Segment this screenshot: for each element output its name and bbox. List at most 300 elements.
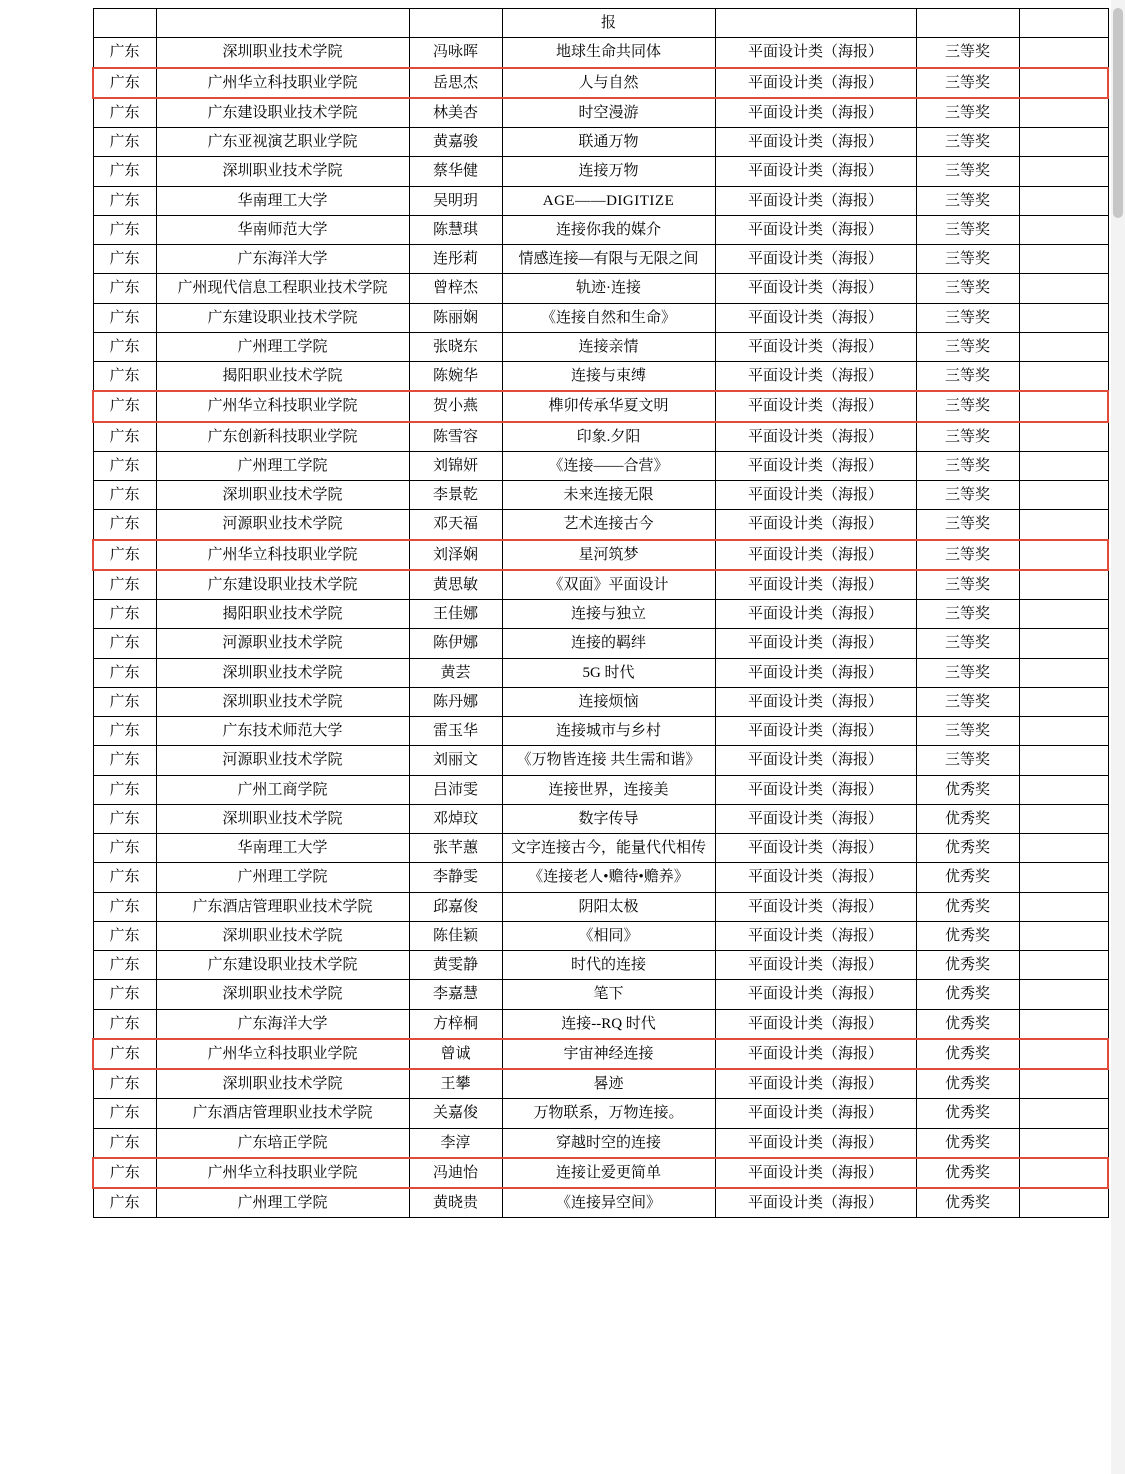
cell-note bbox=[1019, 332, 1108, 361]
cell-category: 平面设计类（海报） bbox=[715, 510, 916, 540]
cell-category: 平面设计类（海报） bbox=[715, 834, 916, 863]
cell-author: 吴明玥 bbox=[409, 186, 502, 215]
cell-province: 广东 bbox=[93, 687, 156, 716]
cell-note bbox=[1019, 980, 1108, 1009]
cell-province: 广东 bbox=[93, 451, 156, 480]
cell-category: 平面设计类（海报） bbox=[715, 717, 916, 746]
cell-award bbox=[916, 9, 1019, 38]
cell-province: 广东 bbox=[93, 245, 156, 274]
table-row bbox=[93, 1158, 1108, 1188]
cell-award: 三等奖 bbox=[916, 510, 1019, 540]
table-row bbox=[93, 451, 1108, 480]
cell-work: 地球生命共同体 bbox=[502, 38, 715, 68]
cell-award: 三等奖 bbox=[916, 186, 1019, 215]
cell-province: 广东 bbox=[93, 746, 156, 775]
cell-category: 平面设计类（海报） bbox=[715, 1069, 916, 1099]
cell-province: 广东 bbox=[93, 629, 156, 658]
cell-work: 《连接——合营》 bbox=[502, 451, 715, 480]
cell-work: 《连接自然和生命》 bbox=[502, 303, 715, 332]
table-row bbox=[93, 1009, 1108, 1039]
cell-author: 王攀 bbox=[409, 1069, 502, 1099]
cell-work: 文字连接古今，能量代代相传 bbox=[502, 834, 715, 863]
table-row bbox=[93, 1039, 1108, 1069]
cell-province: 广东 bbox=[93, 303, 156, 332]
cell-work: 《万物皆连接 共生需和谐》 bbox=[502, 746, 715, 775]
cell-award: 优秀奖 bbox=[916, 863, 1019, 892]
cell-author: 黄晓贵 bbox=[409, 1188, 502, 1218]
cell-province: 广东 bbox=[93, 980, 156, 1009]
cell-author: 李淳 bbox=[409, 1128, 502, 1158]
cell-work: 《连接异空间》 bbox=[502, 1188, 715, 1218]
cell-award: 优秀奖 bbox=[916, 1069, 1019, 1099]
cell-school: 广州现代信息工程职业技术学院 bbox=[156, 274, 409, 303]
table-row bbox=[93, 1128, 1108, 1158]
cell-category: 平面设计类（海报） bbox=[715, 570, 916, 600]
cell-author: 刘锦妍 bbox=[409, 451, 502, 480]
cell-author: 陈丽娴 bbox=[409, 303, 502, 332]
cell-author: 刘泽娴 bbox=[409, 540, 502, 570]
cell-note bbox=[1019, 775, 1108, 804]
cell-province: 广东 bbox=[93, 391, 156, 421]
cell-note bbox=[1019, 1009, 1108, 1039]
table-row bbox=[93, 717, 1108, 746]
table-row bbox=[93, 980, 1108, 1009]
cell-category: 平面设计类（海报） bbox=[715, 245, 916, 274]
table-row bbox=[93, 68, 1108, 98]
cell-note bbox=[1019, 245, 1108, 274]
cell-work: 连接与束缚 bbox=[502, 362, 715, 392]
cell-category: 平面设计类（海报） bbox=[715, 128, 916, 157]
cell-award: 优秀奖 bbox=[916, 804, 1019, 833]
cell-author: 陈慧琪 bbox=[409, 215, 502, 244]
table-row bbox=[93, 215, 1108, 244]
cell-school: 深圳职业技术学院 bbox=[156, 658, 409, 687]
cell-work: 连接世界，连接美 bbox=[502, 775, 715, 804]
cell-province: 广东 bbox=[93, 717, 156, 746]
table-row bbox=[93, 658, 1108, 687]
cell-work: 艺术连接古今 bbox=[502, 510, 715, 540]
cell-author: 黄芸 bbox=[409, 658, 502, 687]
cell-award: 三等奖 bbox=[916, 391, 1019, 421]
cell-award: 优秀奖 bbox=[916, 1188, 1019, 1218]
cell-province: 广东 bbox=[93, 1128, 156, 1158]
cell-category: 平面设计类（海报） bbox=[715, 1039, 916, 1069]
cell-author: 岳思杰 bbox=[409, 68, 502, 98]
table-row bbox=[93, 746, 1108, 775]
cell-province: 广东 bbox=[93, 892, 156, 921]
cell-school: 广州工商学院 bbox=[156, 775, 409, 804]
cell-award: 优秀奖 bbox=[916, 834, 1019, 863]
cell-category: 平面设计类（海报） bbox=[715, 391, 916, 421]
cell-author: 陈婉华 bbox=[409, 362, 502, 392]
cell-work: 人与自然 bbox=[502, 68, 715, 98]
cell-award: 三等奖 bbox=[916, 68, 1019, 98]
cell-note bbox=[1019, 422, 1108, 452]
cell-note bbox=[1019, 215, 1108, 244]
cell-province: 广东 bbox=[93, 38, 156, 68]
cell-work: 联通万物 bbox=[502, 128, 715, 157]
cell-award: 三等奖 bbox=[916, 422, 1019, 452]
cell-work: 万物联系，万物连接。 bbox=[502, 1099, 715, 1128]
table-row bbox=[93, 274, 1108, 303]
cell-author: 冯迪怡 bbox=[409, 1158, 502, 1188]
award-list-document bbox=[92, 8, 1072, 1218]
cell-note bbox=[1019, 1099, 1108, 1128]
cell-category: 平面设计类（海报） bbox=[715, 215, 916, 244]
cell-work: 榫卯传承华夏文明 bbox=[502, 391, 715, 421]
cell-province: 广东 bbox=[93, 362, 156, 392]
cell-province: 广东 bbox=[93, 863, 156, 892]
cell-school: 深圳职业技术学院 bbox=[156, 687, 409, 716]
cell-note bbox=[1019, 274, 1108, 303]
table-row bbox=[93, 1069, 1108, 1099]
cell-note bbox=[1019, 481, 1108, 510]
cell-work: 连接万物 bbox=[502, 157, 715, 186]
cell-work: 笔下 bbox=[502, 980, 715, 1009]
cell-category: 平面设计类（海报） bbox=[715, 980, 916, 1009]
cell-note bbox=[1019, 658, 1108, 687]
cell-category: 平面设计类（海报） bbox=[715, 481, 916, 510]
cell-author: 黄嘉骏 bbox=[409, 128, 502, 157]
cell-category: 平面设计类（海报） bbox=[715, 1128, 916, 1158]
cell-work: 阴阳太极 bbox=[502, 892, 715, 921]
cell-school: 广东海洋大学 bbox=[156, 1009, 409, 1039]
table-row bbox=[93, 391, 1108, 421]
table-row bbox=[93, 540, 1108, 570]
cell-province: 广东 bbox=[93, 157, 156, 186]
cell-school: 深圳职业技术学院 bbox=[156, 38, 409, 68]
table-row bbox=[93, 951, 1108, 980]
table-row bbox=[93, 921, 1108, 950]
cell-note bbox=[1019, 600, 1108, 629]
cell-author: 林美杏 bbox=[409, 98, 502, 128]
cell-category: 平面设计类（海报） bbox=[715, 863, 916, 892]
cell-author: 连彤莉 bbox=[409, 245, 502, 274]
cell-category: 平面设计类（海报） bbox=[715, 1099, 916, 1128]
cell-category: 平面设计类（海报） bbox=[715, 362, 916, 392]
cell-province: 广东 bbox=[93, 1158, 156, 1188]
cell-work: 连接你我的媒介 bbox=[502, 215, 715, 244]
cell-school: 华南理工大学 bbox=[156, 186, 409, 215]
cell-province: 广东 bbox=[93, 98, 156, 128]
cell-school: 深圳职业技术学院 bbox=[156, 921, 409, 950]
cell-author: 李静雯 bbox=[409, 863, 502, 892]
table-row bbox=[93, 510, 1108, 540]
cell-author bbox=[409, 9, 502, 38]
cell-note bbox=[1019, 98, 1108, 128]
cell-school bbox=[156, 9, 409, 38]
cell-note bbox=[1019, 570, 1108, 600]
cell-category: 平面设计类（海报） bbox=[715, 1188, 916, 1218]
cell-award: 三等奖 bbox=[916, 38, 1019, 68]
cell-province: 广东 bbox=[93, 540, 156, 570]
cell-award: 优秀奖 bbox=[916, 1158, 1019, 1188]
table-row bbox=[93, 892, 1108, 921]
cell-author: 邓焯玟 bbox=[409, 804, 502, 833]
cell-school: 广东酒店管理职业技术学院 bbox=[156, 892, 409, 921]
cell-award: 优秀奖 bbox=[916, 892, 1019, 921]
cell-award: 优秀奖 bbox=[916, 775, 1019, 804]
cell-province: 广东 bbox=[93, 1188, 156, 1218]
cell-category: 平面设计类（海报） bbox=[715, 1009, 916, 1039]
award-table bbox=[92, 8, 1109, 1218]
cell-author: 冯咏晖 bbox=[409, 38, 502, 68]
cell-note bbox=[1019, 1158, 1108, 1188]
cell-award: 三等奖 bbox=[916, 98, 1019, 128]
table-row bbox=[93, 128, 1108, 157]
cell-note bbox=[1019, 863, 1108, 892]
cell-school: 广东建设职业技术学院 bbox=[156, 570, 409, 600]
cell-note bbox=[1019, 834, 1108, 863]
table-row bbox=[93, 1099, 1108, 1128]
cell-province: 广东 bbox=[93, 332, 156, 361]
cell-author: 蔡华健 bbox=[409, 157, 502, 186]
table-row bbox=[93, 98, 1108, 128]
cell-note bbox=[1019, 68, 1108, 98]
table-row bbox=[93, 570, 1108, 600]
cell-note bbox=[1019, 128, 1108, 157]
cell-award: 三等奖 bbox=[916, 332, 1019, 361]
cell-school: 广州理工学院 bbox=[156, 451, 409, 480]
cell-school: 广东创新科技职业学院 bbox=[156, 422, 409, 452]
cell-award: 优秀奖 bbox=[916, 1099, 1019, 1128]
cell-category: 平面设计类（海报） bbox=[715, 921, 916, 950]
cell-note bbox=[1019, 687, 1108, 716]
cell-work: 星河筑梦 bbox=[502, 540, 715, 570]
cell-category: 平面设计类（海报） bbox=[715, 746, 916, 775]
cell-category: 平面设计类（海报） bbox=[715, 186, 916, 215]
cell-province bbox=[93, 9, 156, 38]
cell-school: 广东酒店管理职业技术学院 bbox=[156, 1099, 409, 1128]
cell-province: 广东 bbox=[93, 1039, 156, 1069]
table-row bbox=[93, 629, 1108, 658]
cell-author: 陈佳颖 bbox=[409, 921, 502, 950]
cell-school: 广州华立科技职业学院 bbox=[156, 540, 409, 570]
cell-school: 广东亚视演艺职业学院 bbox=[156, 128, 409, 157]
cell-school: 广州华立科技职业学院 bbox=[156, 1039, 409, 1069]
cell-category: 平面设计类（海报） bbox=[715, 274, 916, 303]
cell-author: 刘丽文 bbox=[409, 746, 502, 775]
cell-category: 平面设计类（海报） bbox=[715, 68, 916, 98]
table-row bbox=[93, 38, 1108, 68]
cell-work: 数字传导 bbox=[502, 804, 715, 833]
cell-province: 广东 bbox=[93, 921, 156, 950]
cell-school: 广东培正学院 bbox=[156, 1128, 409, 1158]
cell-note bbox=[1019, 951, 1108, 980]
cell-school: 华南理工大学 bbox=[156, 834, 409, 863]
cell-author: 黄雯静 bbox=[409, 951, 502, 980]
cell-province: 广东 bbox=[93, 1009, 156, 1039]
cell-note bbox=[1019, 540, 1108, 570]
cell-note bbox=[1019, 38, 1108, 68]
cell-category: 平面设计类（海报） bbox=[715, 687, 916, 716]
cell-award: 三等奖 bbox=[916, 157, 1019, 186]
cell-author: 方梓桐 bbox=[409, 1009, 502, 1039]
table-row bbox=[93, 687, 1108, 716]
cell-award: 优秀奖 bbox=[916, 921, 1019, 950]
cell-school: 广东建设职业技术学院 bbox=[156, 98, 409, 128]
cell-province: 广东 bbox=[93, 422, 156, 452]
cell-award: 三等奖 bbox=[916, 362, 1019, 392]
cell-author: 陈伊娜 bbox=[409, 629, 502, 658]
cell-province: 广东 bbox=[93, 186, 156, 215]
table-row bbox=[93, 186, 1108, 215]
cell-work: 连接让爱更简单 bbox=[502, 1158, 715, 1188]
cell-award: 优秀奖 bbox=[916, 980, 1019, 1009]
cell-school: 广东海洋大学 bbox=[156, 245, 409, 274]
table-row bbox=[93, 245, 1108, 274]
cell-note bbox=[1019, 892, 1108, 921]
cell-note bbox=[1019, 1039, 1108, 1069]
cell-work: 情感连接—有限与无限之间 bbox=[502, 245, 715, 274]
cell-province: 广东 bbox=[93, 951, 156, 980]
cell-award: 三等奖 bbox=[916, 540, 1019, 570]
cell-province: 广东 bbox=[93, 215, 156, 244]
cell-note bbox=[1019, 9, 1108, 38]
cell-award: 三等奖 bbox=[916, 215, 1019, 244]
cell-award: 优秀奖 bbox=[916, 1039, 1019, 1069]
cell-category: 平面设计类（海报） bbox=[715, 98, 916, 128]
cell-province: 广东 bbox=[93, 510, 156, 540]
cell-note bbox=[1019, 391, 1108, 421]
cell-note bbox=[1019, 629, 1108, 658]
cell-note bbox=[1019, 451, 1108, 480]
cell-school: 广州华立科技职业学院 bbox=[156, 1158, 409, 1188]
cell-category: 平面设计类（海报） bbox=[715, 658, 916, 687]
cell-work: 《双面》平面设计 bbox=[502, 570, 715, 600]
table-row bbox=[93, 157, 1108, 186]
cell-award: 三等奖 bbox=[916, 570, 1019, 600]
cell-work: 印象.夕阳 bbox=[502, 422, 715, 452]
cell-work: 连接亲情 bbox=[502, 332, 715, 361]
cell-school: 深圳职业技术学院 bbox=[156, 980, 409, 1009]
table-row bbox=[93, 834, 1108, 863]
cell-province: 广东 bbox=[93, 1069, 156, 1099]
cell-work: 连接烦恼 bbox=[502, 687, 715, 716]
table-row bbox=[93, 362, 1108, 392]
cell-award: 三等奖 bbox=[916, 687, 1019, 716]
cell-award: 优秀奖 bbox=[916, 1009, 1019, 1039]
cell-award: 三等奖 bbox=[916, 274, 1019, 303]
cell-province: 广东 bbox=[93, 570, 156, 600]
cell-author: 张晓东 bbox=[409, 332, 502, 361]
cell-author: 贺小燕 bbox=[409, 391, 502, 421]
cell-category: 平面设计类（海报） bbox=[715, 422, 916, 452]
cell-work: 轨迹·连接 bbox=[502, 274, 715, 303]
cell-province: 广东 bbox=[93, 68, 156, 98]
cell-work: AGE——DIGITIZE bbox=[502, 186, 715, 215]
cell-category: 平面设计类（海报） bbox=[715, 600, 916, 629]
cell-school: 广州理工学院 bbox=[156, 332, 409, 361]
cell-note bbox=[1019, 1188, 1108, 1218]
cell-school: 广东建设职业技术学院 bbox=[156, 303, 409, 332]
cell-note bbox=[1019, 186, 1108, 215]
cell-note bbox=[1019, 157, 1108, 186]
cell-author: 雷玉华 bbox=[409, 717, 502, 746]
cell-note bbox=[1019, 1069, 1108, 1099]
cell-author: 邱嘉俊 bbox=[409, 892, 502, 921]
table-row bbox=[93, 332, 1108, 361]
cell-award: 三等奖 bbox=[916, 600, 1019, 629]
cell-school: 深圳职业技术学院 bbox=[156, 481, 409, 510]
cell-award: 三等奖 bbox=[916, 245, 1019, 274]
cell-author: 曾梓杰 bbox=[409, 274, 502, 303]
cell-author: 陈雪容 bbox=[409, 422, 502, 452]
table-row bbox=[93, 422, 1108, 452]
vertical-scrollbar-track[interactable] bbox=[1111, 0, 1125, 1474]
cell-category: 平面设计类（海报） bbox=[715, 629, 916, 658]
cell-award: 三等奖 bbox=[916, 629, 1019, 658]
cell-province: 广东 bbox=[93, 1099, 156, 1128]
cell-school: 广州理工学院 bbox=[156, 1188, 409, 1218]
cell-province: 广东 bbox=[93, 804, 156, 833]
cell-note bbox=[1019, 362, 1108, 392]
cell-work: 报 bbox=[502, 9, 715, 38]
cell-school: 广州华立科技职业学院 bbox=[156, 391, 409, 421]
cell-work: 《连接老人•赡待•赡养》 bbox=[502, 863, 715, 892]
cell-award: 优秀奖 bbox=[916, 1128, 1019, 1158]
cell-award: 三等奖 bbox=[916, 303, 1019, 332]
cell-work: 连接与独立 bbox=[502, 600, 715, 629]
cell-province: 广东 bbox=[93, 128, 156, 157]
cell-author: 曾诚 bbox=[409, 1039, 502, 1069]
cell-note bbox=[1019, 510, 1108, 540]
cell-school: 深圳职业技术学院 bbox=[156, 157, 409, 186]
cell-school: 揭阳职业技术学院 bbox=[156, 362, 409, 392]
cell-school: 河源职业技术学院 bbox=[156, 746, 409, 775]
cell-author: 邓天福 bbox=[409, 510, 502, 540]
cell-school: 河源职业技术学院 bbox=[156, 629, 409, 658]
cell-work: 时空漫游 bbox=[502, 98, 715, 128]
cell-category: 平面设计类（海报） bbox=[715, 540, 916, 570]
table-row bbox=[93, 804, 1108, 833]
cell-school: 华南师范大学 bbox=[156, 215, 409, 244]
cell-province: 广东 bbox=[93, 274, 156, 303]
cell-award: 三等奖 bbox=[916, 481, 1019, 510]
cell-category: 平面设计类（海报） bbox=[715, 451, 916, 480]
cell-award: 优秀奖 bbox=[916, 951, 1019, 980]
cell-work: 《相同》 bbox=[502, 921, 715, 950]
cell-award: 三等奖 bbox=[916, 717, 1019, 746]
cell-work: 时代的连接 bbox=[502, 951, 715, 980]
cell-category: 平面设计类（海报） bbox=[715, 38, 916, 68]
cell-school: 深圳职业技术学院 bbox=[156, 804, 409, 833]
cell-work: 宇宙神经连接 bbox=[502, 1039, 715, 1069]
cell-school: 广州理工学院 bbox=[156, 863, 409, 892]
cell-work: 穿越时空的连接 bbox=[502, 1128, 715, 1158]
cell-category bbox=[715, 9, 916, 38]
vertical-scrollbar-thumb[interactable] bbox=[1113, 8, 1123, 218]
cell-work: 晷迹 bbox=[502, 1069, 715, 1099]
cell-school: 揭阳职业技术学院 bbox=[156, 600, 409, 629]
cell-school: 深圳职业技术学院 bbox=[156, 1069, 409, 1099]
cell-province: 广东 bbox=[93, 834, 156, 863]
cell-category: 平面设计类（海报） bbox=[715, 804, 916, 833]
cell-work: 连接的羁绊 bbox=[502, 629, 715, 658]
cell-province: 广东 bbox=[93, 775, 156, 804]
cell-category: 平面设计类（海报） bbox=[715, 157, 916, 186]
cell-author: 吕沛雯 bbox=[409, 775, 502, 804]
cell-province: 广东 bbox=[93, 658, 156, 687]
cell-note bbox=[1019, 746, 1108, 775]
cell-work: 未来连接无限 bbox=[502, 481, 715, 510]
cell-note bbox=[1019, 921, 1108, 950]
cell-note bbox=[1019, 303, 1108, 332]
table-row bbox=[93, 863, 1108, 892]
cell-author: 黄思敏 bbox=[409, 570, 502, 600]
cell-category: 平面设计类（海报） bbox=[715, 775, 916, 804]
cell-author: 关嘉俊 bbox=[409, 1099, 502, 1128]
